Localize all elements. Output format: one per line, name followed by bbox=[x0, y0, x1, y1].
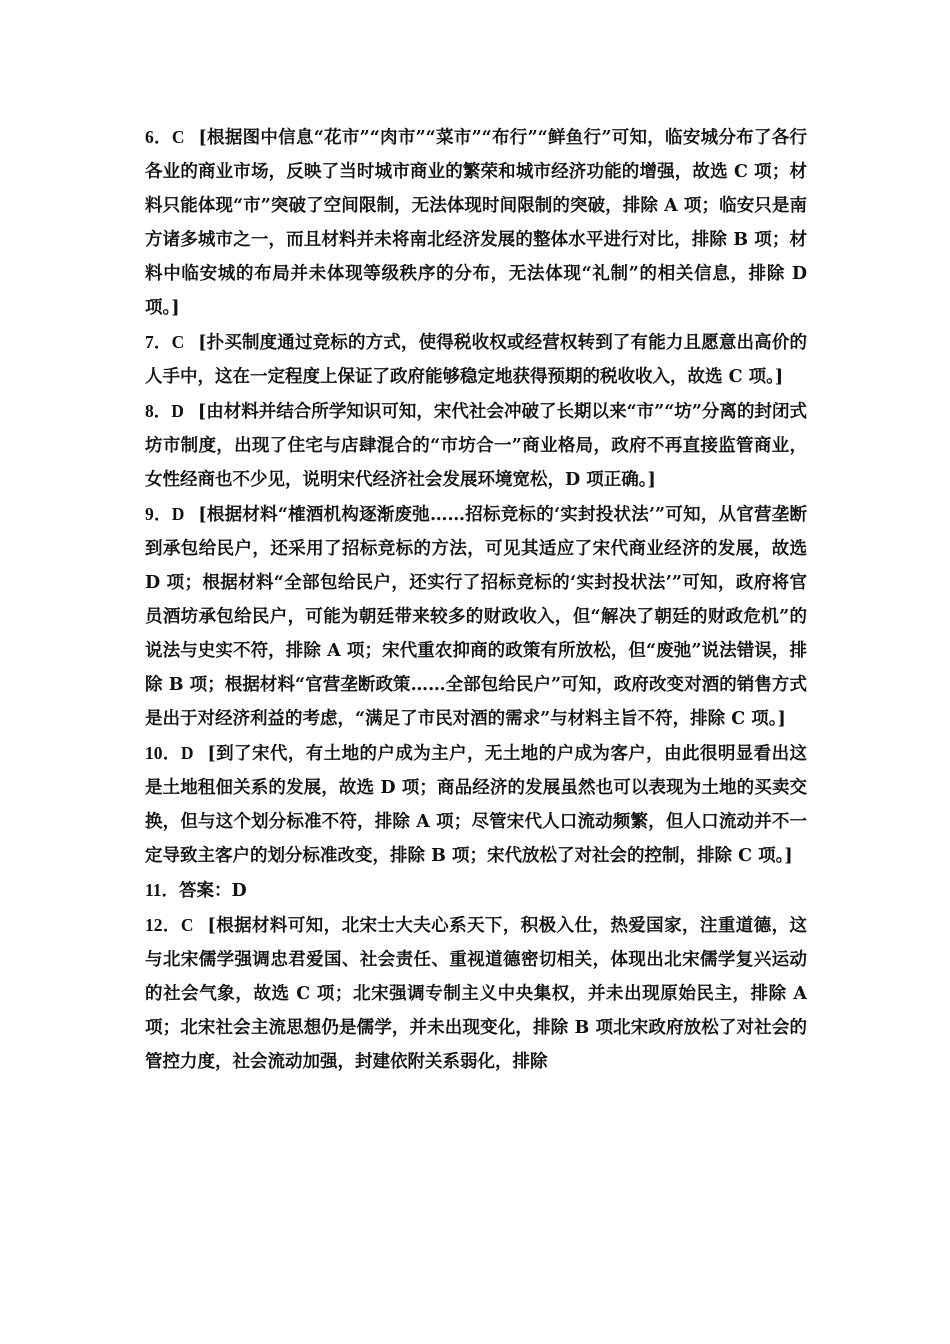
answer-8 bbox=[145, 394, 807, 497]
answer-number: 12． bbox=[145, 915, 181, 935]
answer-option: D bbox=[180, 743, 194, 763]
answer-explanation: 答案：D bbox=[179, 881, 247, 901]
answer-explanation: [到了宋代，有土地的户成为主户，无土地的户成为客户，由此很明显看出这是土地租佃关系的发展，故选 D 项；商品经济的发展虽然也可以表现为土地的买卖交换，但与这个划分标准不符，排除 A 项；尽管宋代人口流动频繁，但人口流动并不一定导致主客户的划分标准改变，排除 B 项；宋代放松了对社会的控制，排除 C 项。] bbox=[145, 744, 808, 866]
answer-11 bbox=[145, 873, 807, 908]
answer-option: C bbox=[171, 332, 185, 352]
answer-10 bbox=[145, 736, 807, 873]
answer-explanation: [根据图中信息“花市”“肉市”“菜市”“布行”“鲜鱼行”可知，临安城分布了各行各业的商业市场，反映了当时城市商业的繁荣和城市经济功能的增强，故选 C 项；材料只能体现“市”突破了空间限制，无法体现时间限制的突破，排除 A 项；临安只是南方诸多城市之一，而且材料并未将南北经济发展的整体水平进行对比，排除 B 项；材料中临安城的布局并未体现等级秩序的分布，无法体现“礼制”的相关信息，排除 D 项。] bbox=[145, 128, 808, 318]
answer-explanation: [根据材料可知，北宋士大夫心系天下，积极入仕，热爱国家，注重道德，这与北宋儒学强调忠君爱国、社会责任、重视道德密切相关，体现出北宋儒学复兴运动的社会气象，故选 C 项；北宋强调专制主义中央集权，并未出现原始民主，排除 A 项；北宋社会主流思想仍是儒学，并未出现变化，排除 B 项北宋政府放松了对社会的管控力度，社会流动加强，封建依附关系弱化，排除 bbox=[145, 916, 808, 1072]
answer-explanation: [扑买制度通过竞标的方式，使得税收权或经营权转到了有能力且愿意出高价的人手中，这在一定程度上保证了政府能够稳定地获得预期的税收收入，故选 C 项。] bbox=[145, 333, 808, 387]
answer-9 bbox=[145, 497, 807, 736]
answer-6 bbox=[145, 120, 807, 325]
answer-number: 11． bbox=[145, 880, 180, 900]
answer-explanation: [由材料并结合所学知识可知，宋代社会冲破了长期以来“市”“坊”分离的封闭式坊市制度，出现了住宅与店肆混合的“市坊合一”商业格局，政府不再直接监管商业，女性经商也不少见，说明宋代经济社会发展环境宽松，D 项正确。] bbox=[145, 402, 807, 490]
answer-option: D bbox=[171, 401, 184, 421]
answer-option: C bbox=[180, 915, 194, 935]
answer-number: 10． bbox=[145, 743, 181, 763]
answer-12 bbox=[145, 908, 807, 1079]
answer-option: D bbox=[171, 504, 185, 524]
answer-explanations bbox=[145, 120, 807, 1079]
answer-7 bbox=[145, 325, 807, 394]
answer-option: C bbox=[171, 127, 185, 147]
answer-number: 9． bbox=[145, 504, 172, 524]
answer-explanation: [根据材料“榷酒机构逐渐废弛……招标竞标的‘实封投状法’”可知，从官营垄断到承包给民户，还采用了招标竞标的方法，可见其适应了宋代商业经济的发展，故选 D 项；根据材料“全部包给民户，还实行了招标竞标的‘实封投状法’”可知，政府将官员酒坊承包给民户，可能为朝廷带来较多的财政收入，但“解决了朝廷的财政危机”的说法与史实不符，排除 A 项；宋代重农抑商的政策有所放松，但“废弛”说法错误，排除 B 项；根据材料“官营垄断政策……全部包给民户”可知，政府改变对酒的销售方式是出于对经济利益的考虑，“满足了市民对酒的需求”与材料主旨不符，排除 C 项。] bbox=[145, 505, 807, 729]
answer-number: 7． bbox=[145, 332, 172, 352]
answer-number: 6． bbox=[145, 127, 172, 147]
answer-number: 8． bbox=[145, 401, 172, 421]
